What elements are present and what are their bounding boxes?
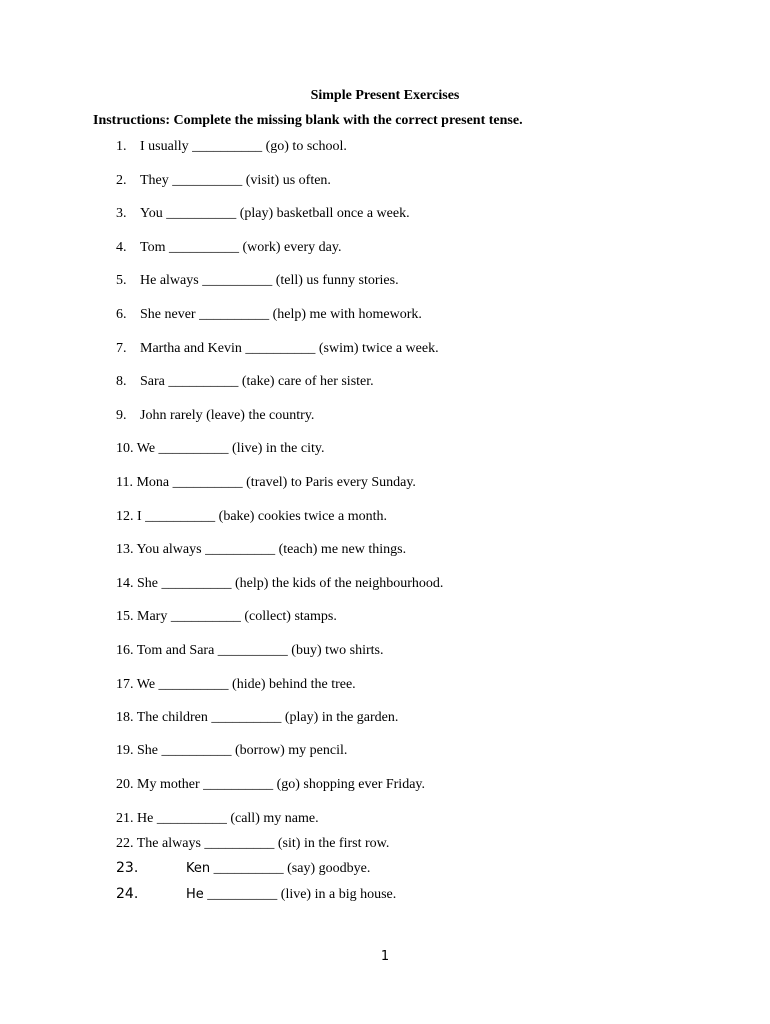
item-number: 13. (116, 542, 134, 557)
exercise-item-23 (116, 860, 370, 877)
exercise-item-8 (116, 374, 374, 390)
exercise-item-19 (116, 743, 347, 759)
item-text: Martha and Kevin __________ (swim) twice a week. (140, 341, 439, 356)
item-number: 18. (116, 710, 134, 725)
exercise-item-3 (116, 206, 410, 222)
item-number: 21. (116, 811, 134, 826)
item-number: 8. (116, 374, 127, 389)
item-number: 11. (116, 475, 133, 490)
item-text: John rarely (leave) the country. (140, 408, 315, 423)
exercise-item-7 (116, 341, 439, 357)
item-number: 20. (116, 777, 134, 792)
item-text: __________ (say) goodbye. (210, 861, 371, 876)
item-number: 12. (116, 509, 134, 524)
item-number: 14. (116, 576, 134, 591)
exercise-item-6 (116, 307, 422, 323)
item-number: 10. (116, 441, 134, 456)
exercise-item-22 (116, 836, 389, 852)
page-number: 1 (380, 949, 390, 964)
exercise-item-20 (116, 777, 425, 793)
exercise-item-24 (116, 886, 396, 903)
item-text: My mother __________ (go) shopping ever Friday. (137, 777, 425, 792)
item-number: 22. (116, 836, 134, 851)
exercise-item-17 (116, 677, 356, 693)
item-text: We __________ (hide) behind the tree. (136, 677, 356, 692)
exercise-item-9 (116, 408, 314, 424)
item-text: They __________ (visit) us often. (140, 173, 331, 188)
exercise-item-15 (116, 609, 337, 625)
item-text: Tom __________ (work) every day. (140, 240, 342, 255)
item-subject: Ken (186, 861, 211, 876)
item-number: 1. (116, 139, 127, 154)
item-text: You always __________ (teach) me new things. (136, 542, 407, 557)
item-text: The children __________ (play) in the garden. (136, 710, 399, 725)
item-number: 9. (116, 408, 127, 423)
item-text: We __________ (live) in the city. (136, 441, 325, 456)
item-number: 4. (116, 240, 127, 255)
item-text: The always __________ (sit) in the first row. (136, 836, 390, 851)
item-number: 24. (116, 886, 139, 902)
exercise-item-11 (116, 475, 416, 491)
item-subject: He (186, 887, 204, 902)
item-text: She never __________ (help) me with homework. (140, 307, 422, 322)
exercise-item-1 (116, 139, 347, 155)
item-text: Mona __________ (travel) to Paris every Sunday. (136, 475, 416, 490)
item-text: I usually __________ (go) to school. (140, 139, 347, 154)
exercise-item-10 (116, 441, 324, 457)
exercise-item-13 (116, 542, 406, 558)
item-number: 2. (116, 173, 127, 188)
exercise-item-18 (116, 710, 398, 726)
item-text: He always __________ (tell) us funny stories. (140, 273, 399, 288)
exercise-item-12 (116, 509, 387, 525)
item-number: 5. (116, 273, 127, 288)
exercise-item-5 (116, 273, 399, 289)
item-text: __________ (live) in a big house. (203, 887, 397, 902)
item-text: I __________ (bake) cookies twice a month. (137, 509, 387, 524)
item-text: She __________ (borrow) my pencil. (137, 743, 348, 758)
document-title: Simple Present Exercises (310, 88, 460, 103)
item-text: Sara __________ (take) care of her sister. (140, 374, 374, 389)
item-number: 19. (116, 743, 134, 758)
exercise-item-16 (116, 643, 383, 659)
item-number: 7. (116, 341, 127, 356)
exercise-item-14 (116, 576, 443, 592)
item-number: 3. (116, 206, 127, 221)
instructions-text: Instructions: Complete the missing blank with the correct present tense. (93, 113, 523, 128)
item-number: 23. (116, 860, 139, 876)
exercise-item-2 (116, 173, 331, 189)
item-text: Tom and Sara __________ (buy) two shirts. (136, 643, 384, 658)
item-number: 17. (116, 677, 134, 692)
item-number: 15. (116, 609, 134, 624)
item-number: 6. (116, 307, 127, 322)
item-text: She __________ (help) the kids of the neighbourhood. (137, 576, 444, 591)
item-text: He __________ (call) my name. (137, 811, 319, 826)
exercise-item-4 (116, 240, 341, 256)
exercise-item-21 (116, 811, 319, 827)
item-number: 16. (116, 643, 134, 658)
item-text: You __________ (play) basketball once a week. (140, 206, 410, 221)
item-text: Mary __________ (collect) stamps. (137, 609, 337, 624)
